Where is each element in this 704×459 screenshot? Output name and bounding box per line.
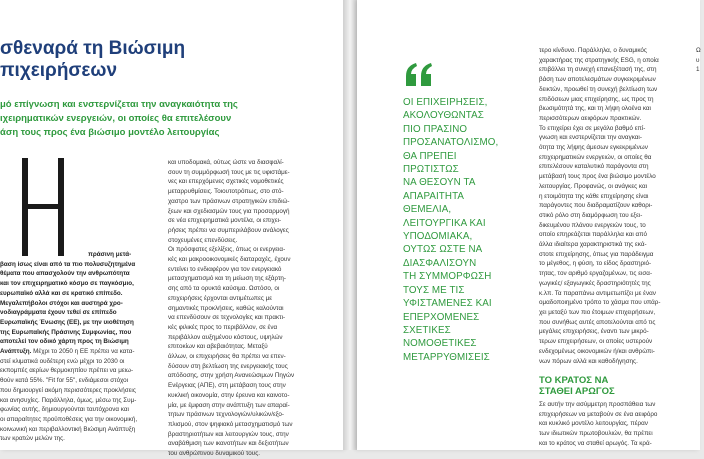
body-line: φωνίας αυτής, δημιουργούνται ταυτόχρονα και — [0, 406, 129, 414]
headline-line: πιχειρήσεων — [0, 60, 118, 81]
pull-quote-line: ΕΠΕΡΧΟΜΕΝΕΣ — [403, 311, 480, 323]
body-line: μετάβασή τους προς ένα βιώσιμο μοντέλο — [539, 173, 656, 181]
body-line: περιβάλλον αυξημένου κόστους, υψηλών — [168, 333, 283, 341]
pull-quote-line: ΤΟΥΣ ΜΕ ΤΙΣ — [403, 284, 465, 296]
body-line: Μεγαλεπήβολοι στόχοι και αυστηρά χρο- — [0, 299, 123, 307]
headline-line: σθεναρά τη Βιώσιμη — [0, 38, 186, 59]
pull-quote-line: ΠΡΟΣΑΝΑΤΟΛΙΣΜΟ, — [403, 137, 499, 149]
body-line: δύσουν στη βελτίωση της ενεργειακής τους — [168, 362, 288, 370]
body-line: Ευρωπαϊκής Ένωσης (ΕΕ), με την υιοθέτηση — [0, 318, 134, 326]
body-line: και υποδομακά, ούτως ώστε να διασφαλί- — [168, 159, 284, 166]
body-text-bold: Ανάπτυξη. — [0, 348, 32, 356]
body-line: βιωσιμότητά της, και τη λήψη ολοένα και — [539, 105, 651, 113]
body-line: αποτελεί τον οδικό χάρτη προς τη Βιώσιμη — [0, 338, 129, 346]
body-line: οι απαραίτητες προϋποθέσεις για την οικονομική, — [0, 415, 138, 423]
body-line: και κυκλικό μοντέλο λειτουργίας, πέραν — [539, 420, 648, 428]
deck-line: μό επίγνωση και ενστερνίζεται την αναγκαιότητα της — [0, 99, 238, 110]
body-line: χαστρο των πράσινων στρατηγικών επιδιώ- — [168, 197, 290, 205]
pull-quote-line: ΛΕΙΤΟΥΡΓΙΚΑ ΚΑΙ — [403, 217, 486, 229]
body-line: τητων πράσινων τεχνολογιών/υλικών/εξο- — [168, 411, 284, 419]
subheading-line: ΣΤΑΘΕΙ ΑΡΩΓΟΣ — [539, 386, 615, 397]
body-line: σουν τη συμμόρφωσή τους με τις υφιστάμε- — [168, 168, 290, 176]
body-line: τερων επιχειρήσεων, οι οποίες υστερούν — [539, 338, 653, 346]
article-headline — [0, 38, 330, 82]
body-line: να επενδύσουν σε τεχνολογίες και πρακτι- — [168, 314, 286, 322]
body-line: Ω — [696, 47, 701, 54]
body-line: δεικτών, προωθεί τη συνεχή βελτίωση των — [539, 85, 658, 93]
open-quote-icon — [404, 62, 434, 88]
body-line: μεγάλες επιχειρήσεις, έναντι των μικρό- — [539, 328, 649, 336]
body-column-1 — [0, 250, 158, 444]
pull-quote-line: ΠΙΟ ΠΡΑΣΙΝΟ — [403, 123, 468, 135]
body-line: μετασχηματισμό και τη μείωση της εξάρτη- — [168, 275, 287, 283]
body-line: εκπομπές αερίων θερμοκηπίου πρέπει να μειω- — [0, 367, 134, 375]
pull-quote-line: ΜΕΤΑΡΡΥΘΜΙΣΕΙΣ — [403, 351, 490, 363]
body-line: υ — [696, 56, 700, 64]
pull-quote-line: ΥΠΟΔΟΜΙΑΚΑ, — [403, 231, 473, 243]
body-line: σημαντικές προκλήσεις, καθώς καλούνται — [168, 304, 284, 312]
pull-quote-line: ΘΕΜΕΛΙΑ, — [403, 204, 452, 216]
body-line: λειτουργίας. Προφανώς, οι ανάγκες και — [539, 182, 648, 190]
body-line: ρήσεις πρέπει να συμπεριλάβουν ανάλογες — [168, 226, 289, 234]
pull-quote — [403, 96, 531, 364]
body-line: το μέγεθος, η φύση, το είδος δραστηριό- — [539, 260, 652, 268]
body-text: Μέχρι το 2050 η ΕΕ πρέπει να κατα- — [33, 348, 135, 356]
body-line: άλλα ιδιαίτερα χαρακτηριστικά της εκά- — [539, 241, 647, 249]
body-line: επιχειρηματικών ενεργειών, οι οποίες θα — [539, 153, 652, 161]
body-column-3 — [539, 46, 695, 366]
body-line: βραστηριοτήτων και λειτουργιών τους, στην — [168, 430, 289, 438]
body-line: του ανθρώπινου δυναμικού τους. — [168, 450, 261, 458]
body-line: στοτε επιχείρησης, όπως για παράδειγμα — [539, 250, 654, 258]
body-line: παράγοντες που διαδραματίζουν καθορι- — [539, 202, 653, 210]
page-gutter — [343, 0, 357, 450]
body-line: επιχειρήσεις έρχονται αντιμέτωπες με — [168, 294, 273, 302]
body-line: Σε αυτήν την ασύμμετρη προσπάθεια των — [539, 401, 656, 408]
body-line: επιχειρήσεων να μεταβούν σε ένα αειφόρο — [539, 410, 658, 418]
body-line: πράσινη μετά- — [88, 251, 132, 258]
body-line: γωγικές/ εξαγωγικές δραστηριότητές της — [539, 279, 651, 287]
deck-line: ιχειρηματικών ενεργειών, οι οποίες θα επιτελέσουν — [0, 113, 232, 124]
body-line: θούν κατά 55%. "Fit for 55", ενδιάμεσοι στόχοι — [0, 377, 128, 385]
body-line: τητας, τον αριθμό εργαζομένων, τις εισα- — [539, 270, 653, 278]
body-line: κοινωνική και περιβαλλοντική Βιώσιμη Ανάπτυξη — [0, 425, 136, 433]
body-line: ομαδοποιημένο τρόπο το χάσμα που υπάρ- — [539, 299, 661, 307]
body-line: Το επιχείρει έχει σε μεγάλο βαθμό επί- — [539, 124, 646, 132]
pull-quote-line: ΣΧΕΤΙΚΕΣ — [403, 324, 451, 336]
body-line: ενδεχομένως οικονομικών ή/και ανθρώπι- — [539, 347, 655, 355]
pull-quote-line: ΔΙΑΣΦΑΛΙΣΟΥΝ — [403, 257, 477, 269]
body-line: επιτοκίων και αβεβαιότητας. Μεταξύ — [168, 343, 268, 351]
body-line: δικευμένου πλάνου ενεργειών τους, το — [539, 221, 646, 229]
pull-quote-line: ΝΟΜΟΘΕΤΙΚΕΣ — [403, 338, 477, 350]
pull-quote-line: ΑΚΟΛΟΥΘΩΝΤΑΣ — [403, 110, 484, 122]
body-line: πλισμού, στον ψηφιακό μετασχηματισμό των — [168, 420, 293, 428]
body-line: κές φιλικές προς το περιβάλλον, σε ένα — [168, 323, 278, 331]
pull-quote-line: ΤΗ ΣΥΜΜΟΡΦΩΣΗ — [403, 271, 492, 283]
body-line: και τον επιχειρηματικό κόσμο σε παγκόσμιο, — [0, 280, 134, 288]
body-line: κές και μακροοικονομικές διαταραχές, έχουν — [168, 256, 291, 264]
body-line: στοχευμένες επενδύσεις. — [168, 236, 238, 244]
body-line: μία, με έμφαση στην ανάπτυξη των απαραί- — [168, 401, 290, 409]
body-line: εντείνει το ενδιαφέρον για τον ενεργειακό — [168, 265, 282, 273]
body-line: γνωση και ενστερνίζεται την αναγκαι- — [539, 134, 642, 142]
left-page — [0, 0, 343, 458]
body-line: μεταρρυθμίσεις. Τοιουτοτρόπως, στο στό- — [168, 188, 284, 196]
body-line: νοδιαγράμματα έχουν τεθεί σε επίπεδο — [0, 309, 117, 317]
body-line: νων πόρων αλλά και καθοδήγησης. — [539, 357, 638, 365]
subheading-line: ΤΟ ΚΡΑΤΟΣ ΝΑ — [539, 375, 609, 386]
body-column-2 — [168, 158, 336, 459]
body-line: βάση των αποτελεσμάτων συγκεκριμένων — [539, 76, 656, 84]
body-line: νες και επερχόμενες σχετικές νομοθετικές — [168, 178, 284, 186]
body-line: σε νέα επιχειρηματικά μοντέλα, οι επιχει- — [168, 217, 282, 225]
pull-quote-line: ΥΦΙΣΤΑΜΕΝΕΣ ΚΑΙ — [403, 298, 492, 310]
right-page — [357, 0, 700, 450]
body-line: των κρατών μελών της. — [0, 435, 65, 443]
pull-quote-line: ΟΥΤΩΣ ΩΣΤΕ ΝΑ — [403, 244, 483, 256]
body-line: χει μεταξύ των πιο έτοιμων επιχειρήσεων, — [539, 308, 656, 316]
body-line — [0, 347, 158, 357]
body-line: τερο κίνδυνο. Παράλληλα, ο δυναμικός — [539, 47, 647, 54]
body-line: ότητα της λήψης άμεσων εγκεκριμένων — [539, 144, 648, 152]
pull-quote-line: ΑΠΑΡΑΙΤΗΤΑ — [403, 190, 465, 202]
body-line: άλλων, οι επιχειρήσεις θα πρέπει να επεν- — [168, 353, 286, 361]
body-line: επιδόσεων μιας επιχείρησης, ως προς τη — [539, 95, 654, 103]
body-line: η ετοιμότητα της κάθε επιχείρησης είναι — [539, 192, 649, 200]
body-column-3-continued — [539, 400, 695, 449]
body-line: και ανησυχίες. Παράλληλα, όμως, μέσω της Συμ- — [0, 396, 137, 404]
body-line: ξεων και σχεδιασμών τους για προσαρμογή — [168, 207, 290, 215]
body-line: βαση ίσως είναι από τα πιο πολυσυζητημένα — [0, 260, 136, 268]
body-line: περισσότερων αειφόρων πρακτικών. — [539, 114, 642, 122]
body-line: επιβάλλει τη συνεχή επανεξέτασή της, στη — [539, 66, 657, 74]
body-line: Ενέργειας (ΑΠΕ), στη μετάβαση τους στην — [168, 382, 286, 390]
body-line: των ιδιωτικών πρωτοβουλιών, θα πρέπει — [539, 430, 653, 438]
body-line: Οι πρόσφατες εξελίξεις, όπως οι ενεργεια- — [168, 246, 286, 254]
body-line: απόδοσης, στην χρήση Ανανεώσιμων Πηγών — [168, 372, 295, 380]
body-line: οποίο επηρεάζεται παράλληλα και από — [539, 231, 647, 239]
body-line: αναβάθμιση των ικανοτήτων και δεξιοτήτων — [168, 440, 289, 448]
article-deck — [0, 98, 332, 140]
body-line: ευρωπαϊκό αλλά και σε κρατικό επίπεδο. — [0, 289, 123, 297]
body-line: της Ευρωπαϊκής Πράσινης Συμφωνίας, που — [0, 328, 132, 336]
pull-quote-line: ΠΡΩΤΙΣΤΩΣ — [403, 164, 459, 176]
pull-quote-line: ΝΑ ΘΕΣΟΥΝ ΤΑ — [403, 177, 476, 189]
body-line: σης από τα ορυκτά καύσιμα. Ωστόσο, οι — [168, 285, 280, 293]
deck-line: άση τους προς ένα βιώσιμο μοντέλο λειτουργίας — [0, 127, 220, 138]
body-line: που συνήθως αυτές αποτελούνται από τις — [539, 318, 656, 326]
body-line: θέματα που απασχολούν την ανθρωπότητα — [0, 270, 130, 278]
body-line: που δημιουργεί ακόμη περισσότερες προκλήσεις — [0, 386, 136, 394]
body-line: κυκλική οικονομία, στην έρευνα και καινοτο- — [168, 391, 290, 399]
pull-quote-line: ΘΑ ΠΡΕΠΕΙ — [403, 150, 457, 162]
body-line: στεί κλιματικά ουδέτερη ενώ μέχρι το 2030 οι — [0, 357, 125, 365]
body-line: 1 — [696, 66, 700, 74]
pull-quote-line: ΟΙ ΕΠΙΧΕΙΡΗΣΕΙΣ, — [403, 97, 488, 108]
body-line: χαρακτήρας της στρατηγικής ESG, η οποία — [539, 56, 659, 64]
body-line: κ.λπ. Τα παραπάνω αντιμετωπίζει με έναν — [539, 289, 656, 297]
dropcap-letter — [18, 158, 68, 256]
body-line: και το κράτος να σταθεί αρωγός. Τα κρά- — [539, 439, 652, 447]
cut-off-column — [696, 46, 704, 75]
section-subheading — [539, 375, 689, 397]
body-line: στικό ρόλο στη διαμόρφωση του εξει- — [539, 211, 643, 219]
body-line: επιτελέσουν καταλυτικό παράγοντα στη — [539, 163, 649, 171]
